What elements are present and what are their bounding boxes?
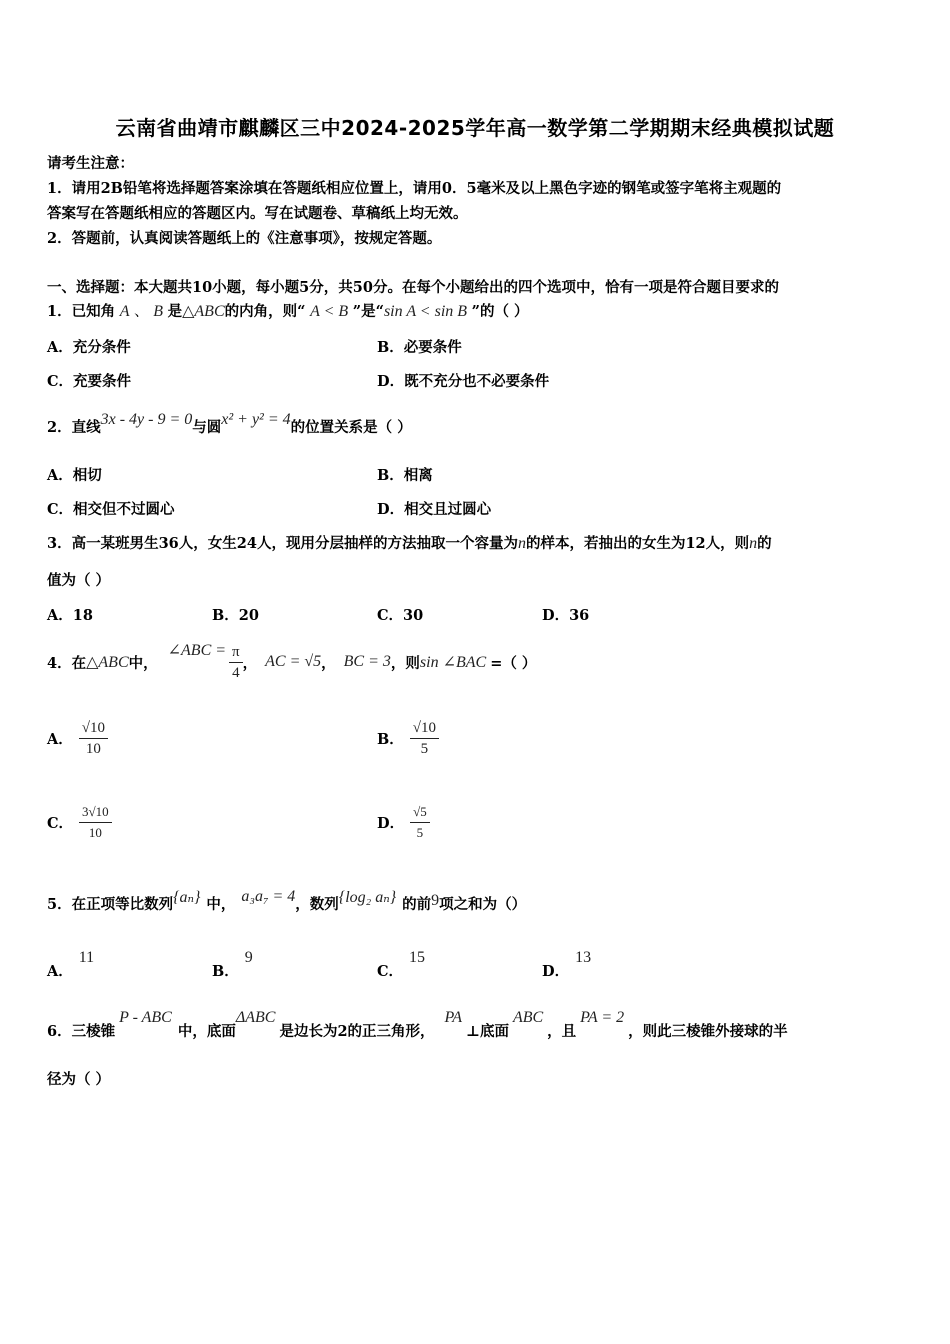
q3-option-d[interactable]: D．36 [542, 607, 590, 624]
q4-frac-num: √5 [410, 802, 430, 823]
q4-ac: AC = √5 [265, 653, 322, 670]
q4-text: 中， [128, 654, 158, 672]
q3-text: 3．高一某班男生36人，女生24人，现用分层抽样的方法抽取一个容量为 [47, 535, 518, 552]
q6-text: ⊥底面 [466, 1022, 509, 1040]
q5-option-value: 13 [575, 949, 592, 966]
q3-option-b[interactable]: B．20 [212, 607, 259, 624]
q5-option-letter: C． [377, 963, 404, 980]
question-2 [47, 408, 412, 436]
q4-comma: ， [242, 654, 258, 672]
q5-text: 项之和为（） [439, 895, 527, 913]
q4-pi-over-4 [229, 642, 243, 683]
q2-option-b[interactable]: B．相离 [377, 467, 433, 484]
q5-option-value: 9 [244, 949, 253, 966]
q2-text: 与圆 [192, 419, 222, 436]
question-3 [47, 532, 772, 553]
q5-option-d[interactable] [542, 946, 592, 980]
q5-nine: 9 [431, 892, 440, 909]
q4-frac-den: 10 [88, 825, 102, 840]
q1-math-b: B [153, 303, 163, 320]
q4-frac-den: 4 [232, 664, 240, 681]
q5-text: 中， [206, 895, 236, 913]
q4-option-a[interactable] [47, 718, 108, 759]
q5-text: 的前 [402, 895, 432, 913]
q5-option-letter: A． [47, 963, 73, 980]
q1-sep: 、 [134, 304, 149, 320]
q6-text: 中，底面 [177, 1022, 236, 1040]
q6-text: ，则此三棱锥外接球的半 [628, 1022, 788, 1040]
q4-comma: ， [321, 654, 336, 672]
q1-text: ”的（ ） [471, 303, 529, 320]
q4-option-d[interactable] [377, 802, 430, 843]
q5-text: ，数列 [295, 895, 339, 913]
q4-option-value [410, 718, 439, 759]
q4-option-c[interactable] [47, 802, 112, 843]
q6-abc: ABC [512, 1009, 544, 1026]
q3-text: 的样本，若抽出的女生为12人，则 [525, 535, 750, 552]
question-5 [47, 888, 526, 918]
q6-text: ，且 [547, 1022, 577, 1040]
q1-text: 的内角，则“ [224, 303, 306, 320]
q3-option-a[interactable]: A．18 [47, 607, 93, 624]
q3-text: 的 [757, 535, 772, 552]
q4-option-value [410, 802, 430, 843]
q2-circle-equation: x² + y² = 4 [221, 411, 291, 428]
q1-option-b[interactable]: B．必要条件 [377, 339, 462, 356]
page-title: 云南省曲靖市麒麟区三中2024-2025学年高一数学第二学期期末经典模拟试题 [115, 116, 835, 140]
q4-frac-den: 5 [416, 825, 424, 840]
q2-option-c[interactable]: C．相交但不过圆心 [47, 501, 175, 518]
q1-option-d[interactable]: D．既不充分也不必要条件 [377, 373, 550, 390]
q3-math-n: n [749, 535, 758, 552]
q1-option-c[interactable]: C．充要条件 [47, 373, 132, 390]
q5-option-b[interactable] [212, 946, 253, 980]
q4-option-letter: D． [377, 815, 405, 832]
q5-option-a[interactable] [47, 946, 95, 980]
q1-math-a: A [119, 303, 130, 320]
q6-text-cont: 径为（ ） [47, 1071, 111, 1088]
q4-triangle: △ABC [86, 654, 129, 671]
q6-text: 是边长为2的正三角形， [279, 1022, 435, 1040]
q4-bc: BC = 3 [343, 653, 391, 670]
q1-text: 1．已知角 [47, 303, 116, 320]
question-6 [47, 1006, 788, 1038]
section-heading: 一、选择题：本大题共10小题，每小题5分，共50分。在每个小题给出的四个选项中，恰有一项是符合题目要求的 [47, 279, 779, 296]
q4-frac-num: √10 [410, 718, 439, 739]
q4-frac-num: √10 [79, 718, 108, 739]
notice-item-1b: 答案写在答题纸相应的答题区内。写在试题卷、草稿纸上均无效。 [47, 205, 468, 222]
q4-sin: sin ∠BAC [419, 654, 487, 671]
q4-text: =（ ） [490, 654, 537, 672]
q5-option-c[interactable] [377, 946, 426, 980]
q4-angle: ∠ABC = [167, 642, 227, 659]
notice-heading: 请考生注意： [47, 155, 134, 172]
q5-option-value: 11 [78, 949, 95, 966]
q2-text: 2．直线 [47, 419, 101, 436]
q4-option-letter: C． [47, 815, 74, 832]
q2-line-equation: 3x - 4y - 9 = 0 [100, 411, 193, 428]
q6-pa: PA [444, 1009, 463, 1026]
q2-option-a[interactable]: A．相切 [47, 467, 102, 484]
notice-item-1a: 1．请用2B铅笔将选择题答案涂填在答题纸相应位置上，请用0．5毫米及以上黑色字迹的钢笔或签字笔将主观题的 [47, 180, 782, 197]
q1-text: 是 [167, 303, 183, 320]
q1-condition-2: sin A < sin B [383, 303, 468, 320]
q4-frac-num: π [229, 642, 243, 663]
q4-option-b[interactable] [377, 718, 439, 759]
q5-option-value: 15 [409, 949, 426, 966]
q1-option-a[interactable]: A．充分条件 [47, 339, 131, 356]
q2-text: 的位置关系是（ ） [290, 419, 412, 436]
q5-option-letter: D． [542, 963, 570, 980]
q6-pyramid: P - ABC [119, 1009, 172, 1026]
q4-option-value [79, 718, 108, 759]
q3-text-cont: 值为（ ） [47, 572, 111, 589]
q4-frac-den: 5 [420, 741, 429, 757]
q1-triangle: △ABC [182, 303, 225, 320]
notice-item-2: 2．答题前，认真阅读答题纸上的《注意事项》，按规定答题。 [47, 230, 442, 247]
q4-frac-den: 10 [85, 741, 101, 757]
q4-text: 4．在 [47, 654, 87, 672]
q1-condition-1: A < B [310, 303, 349, 320]
q6-base: ΔABC [235, 1009, 276, 1026]
q4-option-value [79, 802, 112, 843]
q5-option-letter: B． [212, 963, 239, 980]
q5-sequence: {aₙ} [173, 889, 201, 906]
question-4 [47, 640, 536, 684]
q3-option-c[interactable]: C．30 [377, 607, 424, 624]
q4-option-letter: B． [377, 731, 404, 748]
q4-option-letter: A． [47, 731, 73, 748]
q3-math-n: n [517, 535, 526, 552]
q5-log-sequence: {log₂ aₙ} [338, 889, 397, 906]
question-1 [47, 300, 529, 321]
q2-option-d[interactable]: D．相交且过圆心 [377, 501, 492, 518]
q5-text: 5．在正项等比数列 [47, 895, 174, 913]
q4-text: ，则 [390, 654, 420, 672]
q6-pa-value: PA = 2 [580, 1009, 625, 1026]
q6-text: 6．三棱锥 [47, 1022, 116, 1040]
q4-frac-num: 3√10 [79, 802, 112, 823]
q1-text: ”是“ [352, 303, 384, 320]
q5-condition: a₃a₇ = 4 [241, 888, 296, 905]
